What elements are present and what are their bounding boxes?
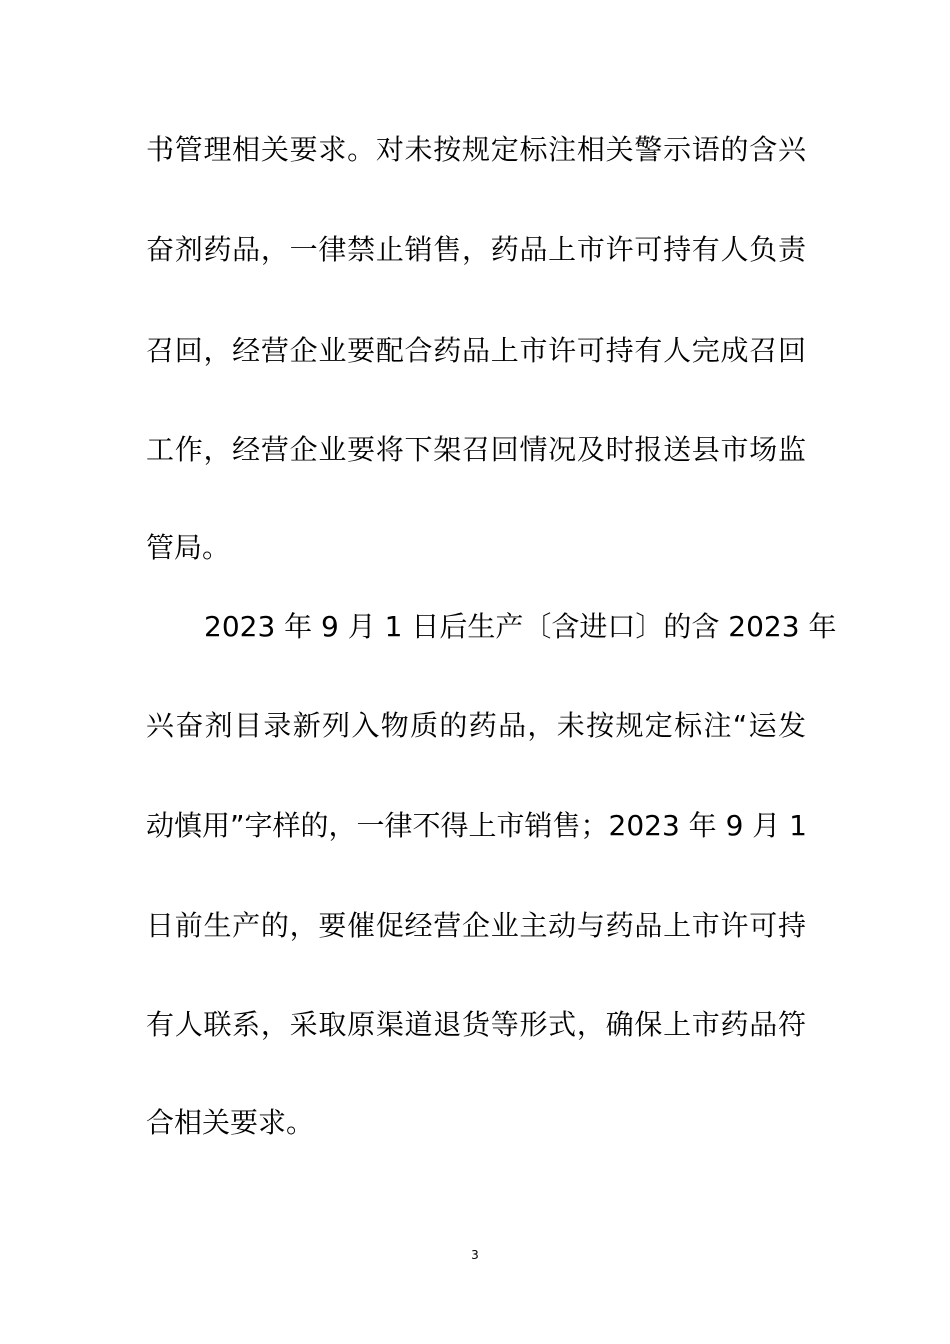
paragraph-1-line-2: 奋剂药品，一律禁止销售，药品上市许可持有人负责	[146, 233, 806, 266]
paragraph-2-line-6: 合相关要求。	[146, 1106, 315, 1139]
paragraph-1-line-3: 召回，经营企业要配合药品上市许可持有人完成召回	[146, 334, 806, 367]
paragraph-2-line-4: 日前生产的，要催促经营企业主动与药品上市许可持	[146, 909, 806, 942]
page-number: 3	[471, 1248, 479, 1262]
paragraph-2-line-5: 有人联系，采取原渠道退货等形式，确保上市药品符	[146, 1008, 806, 1041]
paragraph-2-line-1: 2023 年 9 月 1 日后生产〔含进口〕的含 2023 年	[204, 610, 837, 643]
paragraph-1-line-1: 书管理相关要求。对未按规定标注相关警示语的含兴	[146, 133, 806, 166]
paragraph-1-line-4: 工作，经营企业要将下架召回情况及时报送县市场监	[146, 433, 806, 466]
paragraph-1-line-5: 管局。	[146, 531, 231, 564]
paragraph-2-line-2: 兴奋剂目录新列入物质的药品，未按规定标注“运发	[146, 709, 806, 742]
paragraph-2-line-3: 动慎用”字样的，一律不得上市销售；2023 年 9 月 1	[146, 809, 807, 842]
